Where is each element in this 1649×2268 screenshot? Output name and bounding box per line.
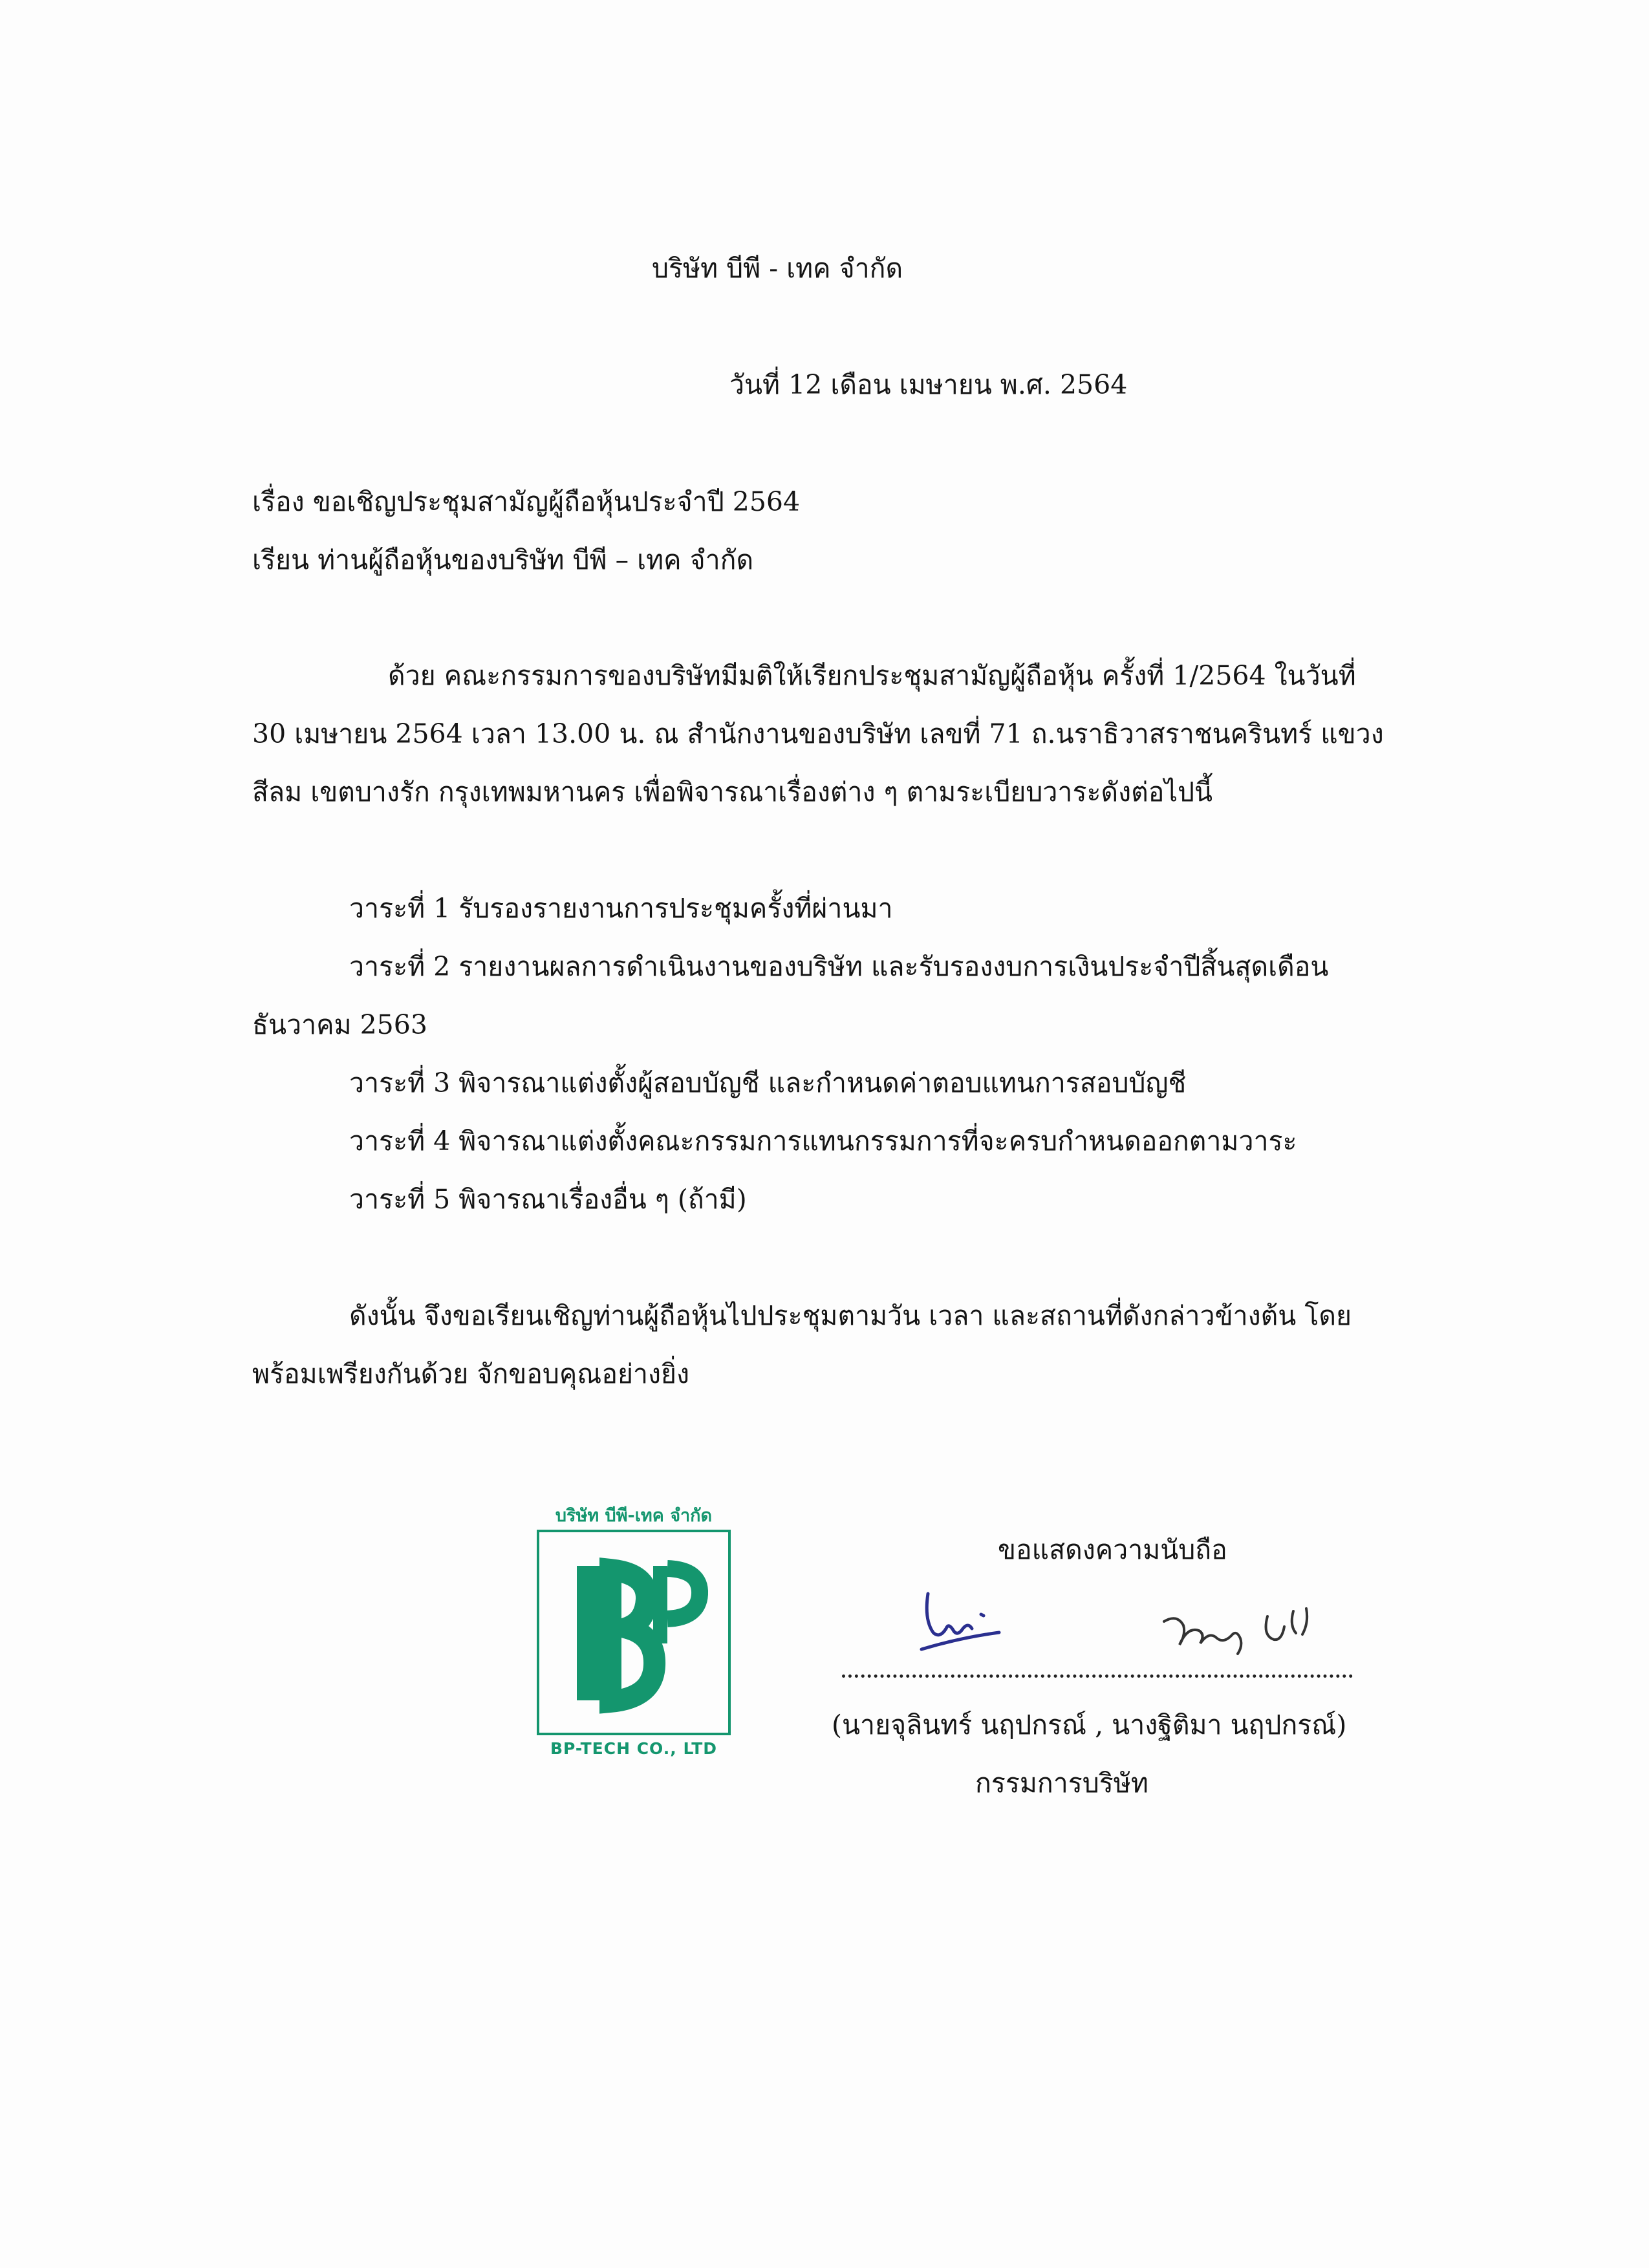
closing-line-2: พร้อมเพรียงกันด้วย จักขอบคุณอย่างยิ่ง	[252, 1358, 690, 1389]
regards-text: ขอแสดงความนับถือ	[998, 1534, 1227, 1565]
agenda-item-1: วาระที่ 1 รับรองรายงานการประชุมครั้งที่ผ่านมา	[349, 893, 893, 924]
company-header: บริษัท บีพี - เทค จำกัด	[652, 253, 903, 284]
subject-line: เรื่อง ขอเชิญประชุมสามัญผู้ถือหุ้นประจำปี 2564	[252, 486, 801, 517]
stamp-footer: BP-TECH CO., LTD	[550, 1739, 718, 1758]
company-stamp	[530, 1493, 737, 1765]
intro-line-2: 30 เมษายน 2564 เวลา 13.00 น. ณ สำนักงานของบริษัท เลขที่ 71 ถ.นราธิวาสราชนครินทร์ แขวง	[252, 718, 1384, 749]
addressee-line: เรียน ท่านผู้ถือหุ้นของบริษัท บีพี – เทค จำกัด	[252, 544, 754, 575]
bp-logo-icon	[539, 1532, 728, 1733]
intro-line-1: ด้วย คณะกรรมการของบริษัทมีมติให้เรียกประชุมสามัญผู้ถือหุ้น ครั้งที่ 1/2564 ในวันที่	[388, 660, 1356, 691]
date-line: วันที่ 12 เดือน เมษายน พ.ศ. 2564	[729, 369, 1128, 400]
agenda-item-3: วาระที่ 3 พิจารณาแต่งตั้งผู้สอบบัญชี และกำหนดค่าตอบแทนการสอบบัญชี	[349, 1067, 1187, 1098]
signature-1-icon	[909, 1587, 1018, 1658]
stamp-title: บริษัท บีพี-เทค จำกัด	[555, 1506, 713, 1526]
signatory-names: (นายจุลินทร์ นฤปกรณ์ , นางฐิติมา นฤปกรณ์)	[832, 1709, 1347, 1740]
closing-line-1: ดังนั้น จึงขอเรียนเชิญท่านผู้ถือหุ้นไปประชุมตามวัน เวลา และสถานที่ดังกล่าวข้างต้น โดย	[349, 1300, 1352, 1331]
signature-2-icon	[1158, 1603, 1326, 1668]
signature-line	[842, 1674, 1353, 1678]
agenda-item-5: วาระที่ 5 พิจารณาเรื่องอื่น ๆ (ถ้ามี)	[349, 1184, 747, 1215]
agenda-item-2: วาระที่ 2 รายงานผลการดำเนินงานของบริษัท และรับรองงบการเงินประจำปีสิ้นสุดเดือน	[349, 951, 1329, 982]
signatory-position: กรรมการบริษัท	[975, 1768, 1148, 1799]
agenda-item-4: วาระที่ 4 พิจารณาแต่งตั้งคณะกรรมการแทนกรรมการที่จะครบกำหนดออกตามวาระ	[349, 1126, 1297, 1157]
stamp-frame	[537, 1530, 731, 1735]
agenda-item-2-continued: ธันวาคม 2563	[252, 1009, 427, 1040]
intro-line-3: สีลม เขตบางรัก กรุงเทพมหานคร เพื่อพิจารณาเรื่องต่าง ๆ ตามระเบียบวาระดังต่อไปนี้	[252, 776, 1213, 808]
